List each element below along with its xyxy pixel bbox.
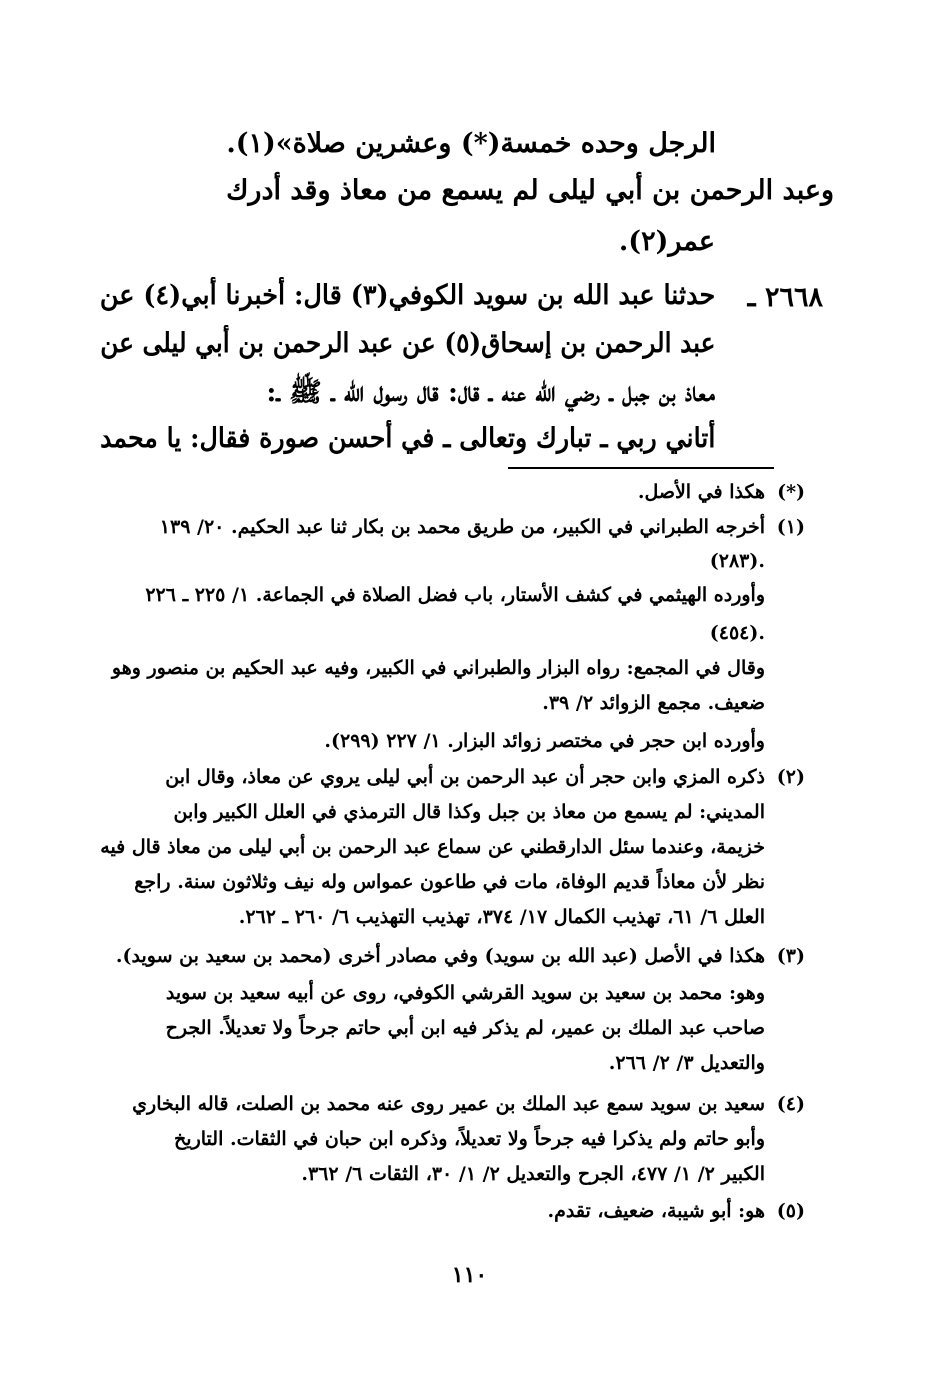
footnote-line: ذكره المزي وابن حجر أن عبد الرحمن بن أبي ليلى يروي عن معاذ، وقال ابن bbox=[165, 766, 765, 788]
footnote-line: وأبو حاتم ولم يذكرا فيه جرحاً ولا تعديلاً، وذكره ابن حبان في الثقات. التاريخ bbox=[174, 1128, 765, 1150]
main-text-line: حدثنا عبد الله بن سويد الكوفي(٣) قال: أخبرنا أبي(٤) عن bbox=[99, 280, 715, 311]
footnote-line: ضعيف. مجمع الزوائد ٢/ ٣٩. bbox=[542, 692, 765, 714]
footnote-separator bbox=[508, 467, 774, 469]
footnote-line: هو: أبو شيبة، ضعيف، تقدم. bbox=[547, 1200, 765, 1222]
main-text-line: أتاني ربي ـ تبارك وتعالى ـ في أحسن صورة فقال: يا محمد bbox=[99, 423, 715, 454]
footnote-line: والتعديل ٣/ ٢/ ٢٦٦. bbox=[608, 1052, 765, 1074]
footnote-line: سعيد بن سويد سمع عبد الملك بن عمير روى عنه محمد بن الصلت، قاله البخاري bbox=[132, 1093, 765, 1115]
footnote-line: المديني: لم يسمع من معاذ بن جبل وكذا قال الترمذي في العلل الكبير وابن bbox=[173, 801, 765, 823]
footnote-marker: (٢) bbox=[776, 766, 805, 788]
main-text-line: عبد الرحمن بن إسحاق(٥) عن عبد الرحمن بن أبي ليلى عن bbox=[99, 328, 715, 359]
footnote-marker: (٣) bbox=[776, 945, 805, 967]
footnote-line: هكذا في الأصل. bbox=[637, 481, 765, 503]
footnote-line: خزيمة، وعندما سئل الدارقطني عن سماع عبد الرحمن بن أبي ليلى من معاذ قال فيه bbox=[100, 836, 765, 858]
footnote-line: وقال في المجمع: رواه البزار والطبراني في الكبير، وفيه عبد الحكيم بن منصور وهو bbox=[111, 657, 765, 679]
footnote-marker: (٥) bbox=[776, 1200, 805, 1222]
footnote-line: الكبير ٢/ ١/ ٤٧٧، الجرح والتعديل ٢/ ١/ ٣٠، الثقات ٦/ ٣٦٢. bbox=[301, 1163, 765, 1185]
main-text-line: عمر(٢). bbox=[618, 226, 715, 257]
footnote-line: وأورده ابن حجر في مختصر زوائد البزار. ١/ ٢٢٧ (٢٩٩). bbox=[324, 730, 765, 752]
hadith-number: ٢٦٦٨ ـ bbox=[747, 282, 823, 313]
footnote-line: نظر لأن معاذاً قديم الوفاة، مات في طاعون عمواس وله نيف وثلاثون سنة. راجع bbox=[134, 871, 765, 893]
page-number: ١١٠ bbox=[451, 1262, 488, 1288]
footnote-line: هكذا في الأصل (عبد الله بن سويد) وفي مصادر أخرى (محمد بن سعيد بن سويد). bbox=[115, 945, 765, 967]
footnote-line: أخرجه الطبراني في الكبير، من طريق محمد بن بكار ثنا عبد الحكيم. ٢٠/ ١٣٩ bbox=[159, 516, 765, 538]
footnote-marker: (٤) bbox=[776, 1093, 805, 1115]
footnote-line: (٢٨٣). bbox=[709, 550, 765, 572]
main-text-line: الرجل وحده خمسة(*) وعشرين صلاة»(١). bbox=[226, 128, 716, 159]
footnote-line: وأورده الهيثمي في كشف الأستار، باب فضل الصلاة في الجماعة. ١/ ٢٢٥ ـ ٢٢٦ bbox=[145, 584, 765, 606]
footnote-marker: (*) bbox=[777, 481, 805, 503]
footnote-line: وهو: محمد بن سعيد بن سويد القرشي الكوفي، روى عن أبيه سعيد بن سويد bbox=[165, 982, 765, 1004]
footnote-line: العلل ٦/ ٦١، تهذيب الكمال ١٧/ ٣٧٤، تهذيب التهذيب ٦/ ٢٦٠ ـ ٢٦٢. bbox=[238, 906, 765, 928]
footnote-line: (٤٥٤). bbox=[709, 622, 765, 644]
footnote-marker: (١) bbox=[776, 516, 805, 538]
footnote-line: صاحب عبد الملك بن عمير، لم يذكر فيه ابن أبي حاتم جرحاً ولا تعديلاً. الجرح bbox=[165, 1017, 765, 1039]
main-text-line: معاذ بن جبل ـ رضي الله عنه ـ قال: قال رسول الله ـ ﷺ ـ: bbox=[266, 377, 715, 408]
main-text-line: وعبد الرحمن بن أبي ليلى لم يسمع من معاذ وقد أدرك bbox=[226, 175, 834, 206]
